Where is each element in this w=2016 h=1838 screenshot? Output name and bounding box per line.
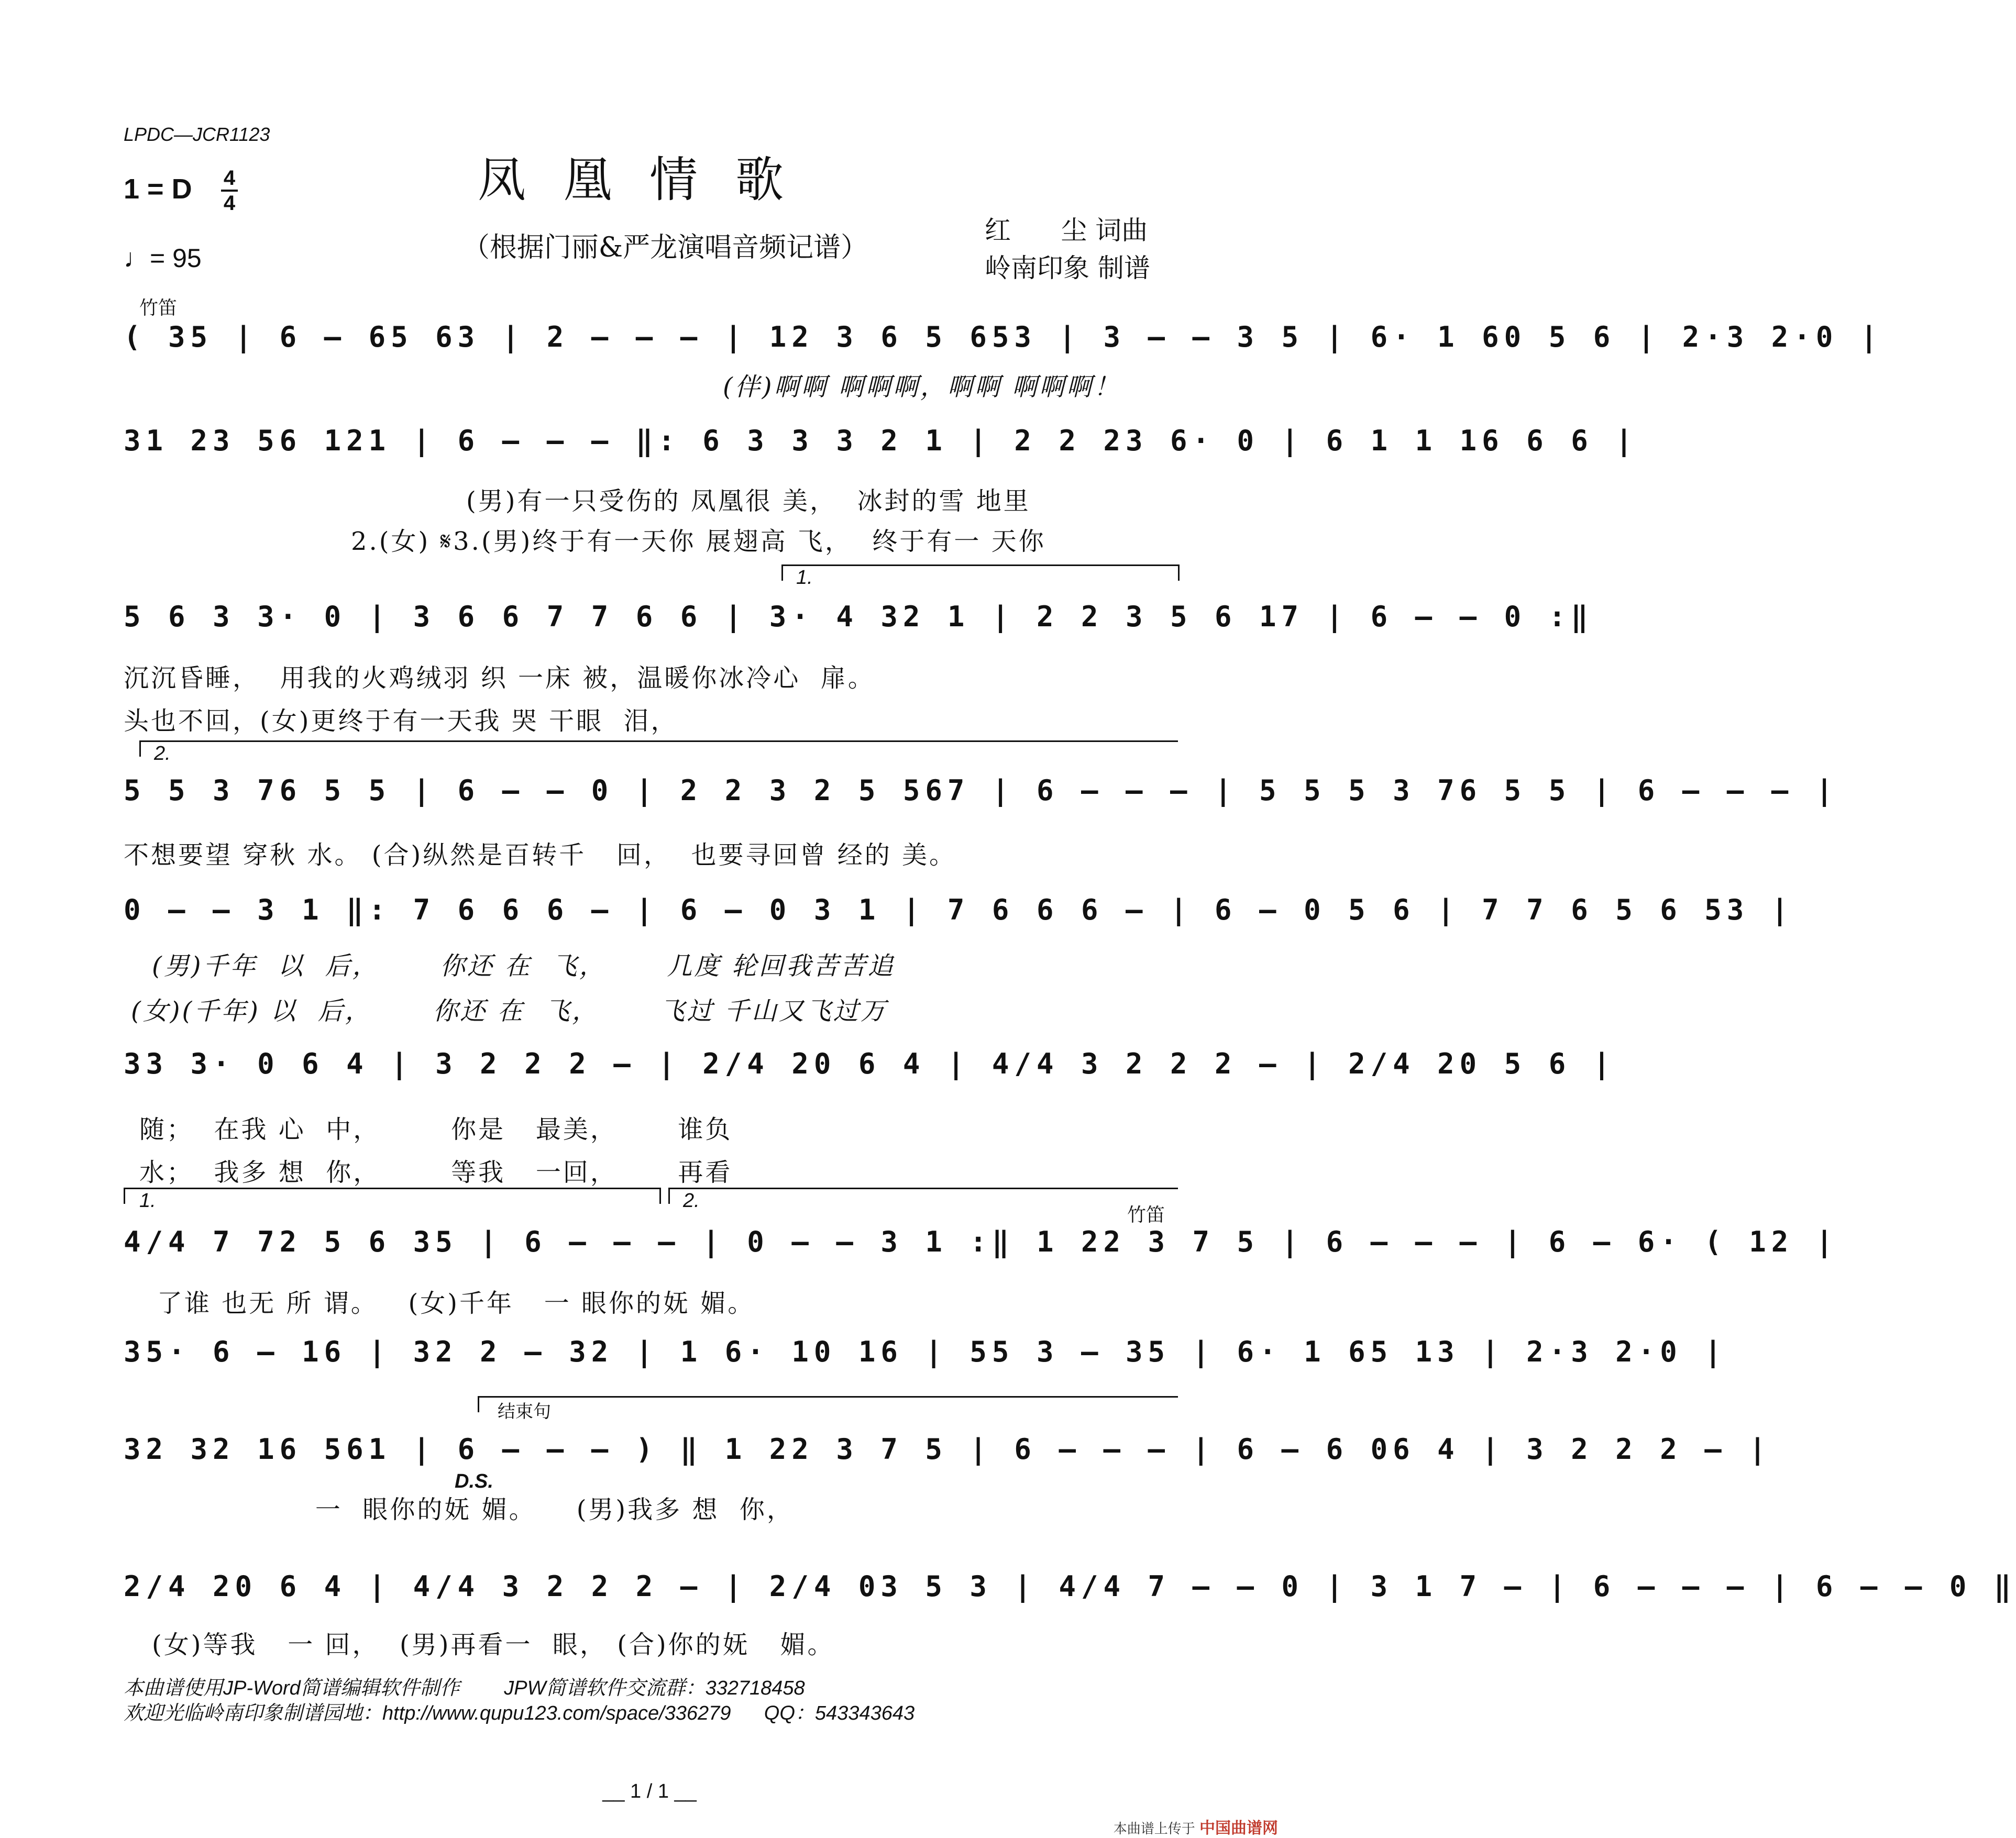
lyric-row-6-line-2: 水； 我多 想 你， 等我 一回， 再看 (139, 1158, 733, 1187)
footer-software-note: 本曲谱使用JP-Word简谱编辑软件制作 JPW简谱软件交流群：332718458 (124, 1677, 805, 1699)
volta-bracket-3 (124, 1188, 661, 1204)
staff-row-4: 5 5 3 76 5 5 | 6 – – 0 | 2 2 3 2 5 567 | 6 – – – | 5 5 5 3 76 5 5 | 6 – – – | (124, 774, 1838, 807)
volta-bracket-4 (668, 1188, 1178, 1204)
lyric-row-5-line-1: (男)千年 以 后， 你还 在 飞， 几度 轮回我苦苦追 (152, 951, 895, 981)
watermark-upload-text: 本曲谱上传于 (1113, 1821, 1195, 1837)
source-watermark (1114, 1815, 1278, 1838)
subtitle: （根据门丽&严龙演唱音频记谱） (462, 232, 868, 263)
time-signature-numerator: 4 (223, 167, 236, 190)
ending-bracket (478, 1396, 1178, 1412)
watermark-brand: 中国曲谱网 (1199, 1819, 1278, 1837)
volta-label-2: 2. (154, 743, 171, 765)
volta-bracket-2 (139, 740, 1178, 757)
song-title: 凤凰情歌 (477, 152, 821, 208)
volta-label-3: 1. (139, 1190, 156, 1212)
credit-lyricist: 红 尘 词曲 (985, 215, 1148, 246)
staff-row-1: ( 35 | 6 – 65 63 | 2 – – – | 12 3 6 5 653 | 3 – – 3 5 | 6· 1 60 5 6 | 2·3 2·0 | (124, 320, 1883, 353)
lyric-row-2-line-1: (男)有一只受伤的 凤凰很 美， 冰封的雪 地里 (466, 486, 1031, 516)
footer-website-note: 欢迎光临岭南印象制谱园地：http://www.qupu123.com/space/336279 QQ：543343643 (124, 1702, 915, 1724)
staff-row-2: 31 23 56 121 | 6 – – – ‖: 6 3 3 3 2 1 | 2 2 23 6· 0 | 6 1 1 16 6 6 | (124, 424, 1638, 457)
lyric-row-2-line-2: 2.(女) 𝄋3.(男)终于有一天你 展翅高 飞， 终于有一 天你 (351, 527, 1046, 556)
staff-row-8: 35· 6 – 16 | 32 2 – 32 | 1 6· 10 16 | 55 3 – 35 | 6· 1 65 13 | 2·3 2·0 | (124, 1335, 1727, 1368)
lyric-row-5-line-2: (女)(千年) 以 后， 你还 在 飞， 飞过 千山又飞过万 (131, 996, 888, 1026)
flute-label: 竹笛 (139, 297, 178, 319)
lyric-row-6-line-1: 随； 在我 心 中， 你是 最美， 谁负 (139, 1115, 733, 1144)
flute-label-2: 竹笛 (1127, 1204, 1165, 1226)
lyric-row-3-line-2: 头也不回，(女)更终于有一天我 哭 干眼 泪， (124, 706, 678, 736)
credit-arranger: 岭南印象 制谱 (985, 253, 1150, 283)
lyric-row-4-line-1: 不想要望 穿秋 水。 (合)纵然是百转千 回， 也要寻回曾 经的 美。 (124, 840, 957, 870)
staff-row-9: 32 32 16 561 | 6 – – – ) ‖ 1 22 3 7 5 | 6 – – – | 6 – 6 06 4 | 3 2 2 2 – | (124, 1433, 1771, 1466)
lyric-row-10-line-1: (女)等我 一 回， (男)再看一 眼， (合)你的妩 媚。 (152, 1630, 835, 1659)
staff-row-10: 2/4 20 6 4 | 4/4 3 2 2 2 – | 2/4 03 5 3 | 4/4 7 – – 0 | 3 1 7 – | 6 – – – | 6 – – 0 ‖ (124, 1570, 2016, 1603)
ending-label: 结束句 (498, 1401, 551, 1422)
staff-row-7: 4/4 7 72 5 6 35 | 6 – – – | 0 – – 3 1 :‖ 1 22 3 7 5 | 6 – – – | 6 – 6· ( 12 | (124, 1225, 1838, 1258)
key-signature: 1 = D (124, 173, 192, 205)
time-signature (219, 167, 240, 215)
time-signature-denominator: 4 (223, 192, 236, 215)
lyric-row-7-line-1: 了谁 也无 所 谓。 (女)千年 一 眼你的妩 媚。 (157, 1289, 755, 1318)
staff-row-3: 5 6 3 3· 0 | 3 6 6 7 7 6 6 | 3· 4 32 1 | 2 2 3 5 6 17 | 6 – – 0 :‖ (124, 600, 1593, 633)
volta-label-1: 1. (796, 567, 813, 589)
lyric-row-1-line-1: (伴)啊啊 啊啊啊，啊啊 啊啊啊！ (723, 372, 1121, 402)
lyric-row-9-line-1: 一 眼你的妩 媚。 (男)我多 想 你， (124, 1495, 794, 1524)
lyric-row-3-line-1: 沉沉昏睡， 用我的火鸡绒羽 织 一床 被，温暖你冰冷心 扉。 (124, 663, 875, 693)
tempo-mark: ♩= 95 (124, 243, 202, 273)
staff-row-6: 33 3· 0 6 4 | 3 2 2 2 – | 2/4 20 6 4 | 4/4 3 2 2 2 – | 2/4 20 5 6 | (124, 1047, 1616, 1080)
score-code: LPDC—JCR1123 (124, 124, 270, 145)
volta-bracket-1 (781, 564, 1180, 581)
dal-segno-mark: D.S. (455, 1470, 493, 1492)
volta-label-4: 2. (683, 1190, 700, 1212)
page-number: __ 1 / 1 __ (602, 1780, 697, 1802)
staff-row-5: 0 – – 3 1 ‖: 7 6 6 6 – | 6 – 0 3 1 | 7 6 6 6 – | 6 – 0 5 6 | 7 7 6 5 6 53 | (124, 893, 1794, 926)
